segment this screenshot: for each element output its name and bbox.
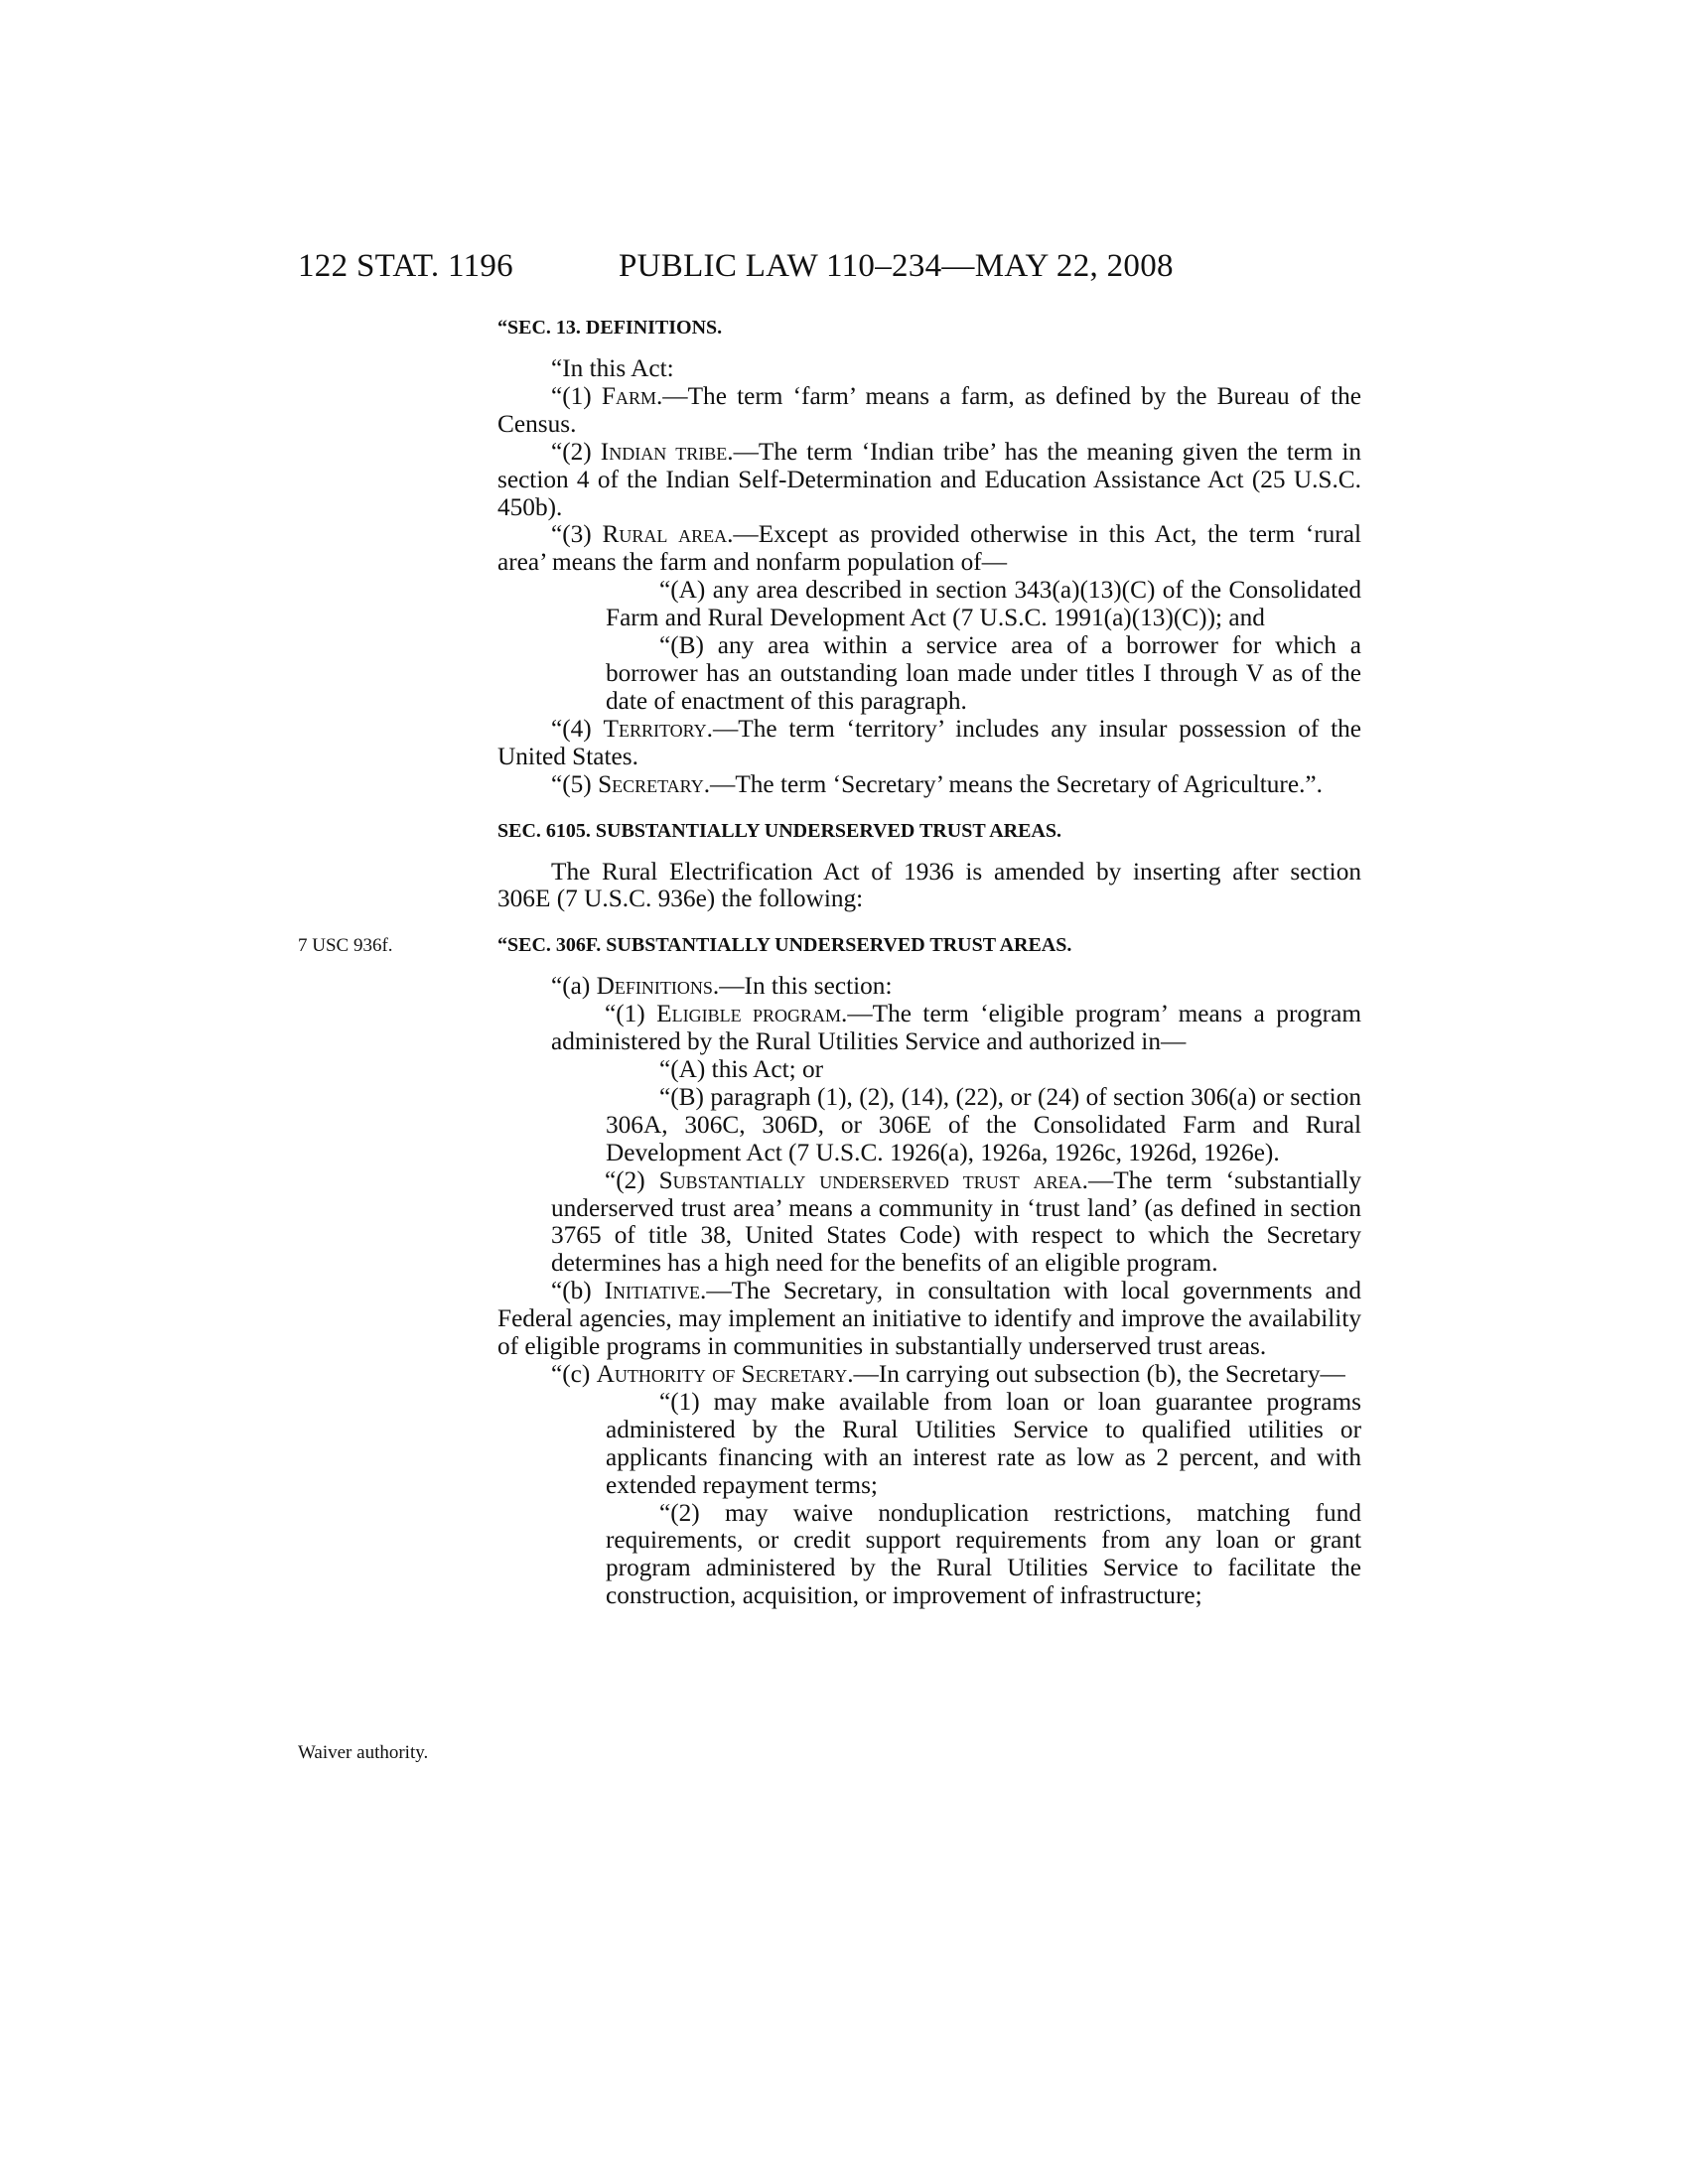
- par-heading: Farm: [601, 381, 656, 410]
- par-text: .—In this section:: [712, 972, 893, 1001]
- body-text: [497, 316, 1361, 1610]
- par-lead: “(b): [551, 1277, 605, 1305]
- sec13-par1: [497, 383, 1361, 439]
- par-heading: Authority of Secretary: [596, 1360, 848, 1388]
- par-text: .—The term ‘Indian tribe’ has the meaning given the term in section 4 of the Indian Self-Determination and Education Assistance Act (25 U.S.C. 450b).: [497, 437, 1361, 521]
- par-lead: “(1): [605, 1000, 657, 1028]
- sec306f-a1A: “(A) this Act; or: [659, 1055, 824, 1084]
- sec13-par3: [497, 521, 1361, 577]
- par-heading: Rural area: [602, 520, 728, 549]
- par-heading: Eligible program: [656, 1000, 842, 1028]
- par-text: .—The term ‘farm’ means a farm, as defined by the Bureau of the Census.: [497, 381, 1361, 438]
- sec306f-c1: “(1) may make available from loan or loan guarantee programs administered by the Rural Utilities Service to qualified utilities or applicants financing with an interest rate as low as 2 percent, and with extended repayment terms;: [606, 1387, 1361, 1499]
- sec306f-c2: “(2) may waive nonduplication restrictions, matching fund requirements, or credit support requirements from any loan or grant program administered by the Rural Utilities Service to facilitate the construction, acquisition, or improvement of infrastructure;: [606, 1498, 1361, 1610]
- section-heading-6105: SEC. 6105. SUBSTANTIALLY UNDERSERVED TRUST AREAS.: [497, 819, 1061, 842]
- par-lead: “(4): [551, 714, 604, 743]
- sec306f-a1B: “(B) paragraph (1), (2), (14), (22), or (24) of section 306(a) or section 306A, 306C, 306D, or 306E of the Consolidated Farm and Rural Development Act (7 U.S.C. 1926(a), 1926a, 1926c, 1926d, 1926e).: [606, 1082, 1361, 1166]
- par-text: .—The term ‘substantially underserved trust area’ means a community in ‘trust land’ (as defined in section 3765 of title 38, United States Code) with respect to which the Secretary determines has a high need for the benefits of an eligible program.: [551, 1165, 1361, 1278]
- margin-note-usc: 7 USC 936f.: [298, 935, 393, 956]
- par-lead: “(3): [551, 520, 603, 549]
- par-lead: “(1): [551, 381, 602, 410]
- page-reference: 122 STAT. 1196: [298, 248, 513, 284]
- sec6105-text: The Rural Electrification Act of 1936 is amended by inserting after section 306E (7 U.S.C. 936e) the following:: [497, 857, 1361, 913]
- par-lead: “(c): [551, 1360, 597, 1388]
- par-lead: “(2): [605, 1165, 659, 1194]
- section-heading-306f: “SEC. 306F. SUBSTANTIALLY UNDERSERVED TRUST AREAS.: [497, 934, 1072, 957]
- sec13-intro: “In this Act:: [551, 354, 674, 382]
- par-heading: Secretary: [598, 769, 704, 798]
- par-text: .—The term ‘eligible program’ means a program administered by the Rural Utilities Service and authorized in—: [551, 1000, 1361, 1056]
- par-heading: Indian tribe: [600, 437, 728, 466]
- running-header: PUBLIC LAW 110–234—MAY 22, 2008: [619, 248, 1174, 284]
- par-text: .—The term ‘territory’ includes any insular possession of the United States.: [497, 714, 1361, 770]
- sec13-par3b: “(B) any area within a service area of a borrower for which a borrower has an outstanding loan made under titles I through V as of the date of enactment of this paragraph.: [606, 631, 1361, 715]
- sec306f-a2: [497, 1167, 1361, 1279]
- sec13-par2: [497, 439, 1361, 522]
- par-text: .—The term ‘Secretary’ means the Secretary of Agriculture.”.: [703, 769, 1323, 798]
- par-text: .—Except as provided otherwise in this Act, the term ‘rural area’ means the farm and nonfarm population of—: [497, 520, 1361, 577]
- margin-note-waiver: Waiver authority.: [298, 1742, 429, 1763]
- sec306f-a: [497, 973, 1361, 1001]
- par-heading: Initiative: [604, 1277, 701, 1305]
- sec13-par4: [497, 716, 1361, 771]
- sec306f-c: [497, 1361, 1361, 1389]
- par-text: .—The Secretary, in consultation with local governments and Federal agencies, may implement an initiative to identify and improve the availability of eligible programs in communities in substantially underserved trust areas.: [497, 1277, 1361, 1361]
- par-text: .—In carrying out subsection (b), the Secretary—: [847, 1360, 1345, 1388]
- sec306f-a1: [497, 1001, 1361, 1056]
- par-heading: Territory: [603, 714, 707, 743]
- section-heading-13: “SEC. 13. DEFINITIONS.: [497, 317, 723, 339]
- par-lead: “(a): [551, 972, 597, 1001]
- par-lead: “(5): [551, 769, 599, 798]
- par-heading: Definitions: [596, 972, 713, 1001]
- sec13-par3a: “(A) any area described in section 343(a)(13)(C) of the Consolidated Farm and Rural Development Act (7 U.S.C. 1991(a)(13)(C)); and: [606, 576, 1361, 632]
- par-heading: Substantially underserved trust area: [658, 1165, 1082, 1194]
- sec306f-b: [497, 1278, 1361, 1361]
- sec13-par5: [497, 771, 1361, 799]
- par-lead: “(2): [551, 437, 601, 466]
